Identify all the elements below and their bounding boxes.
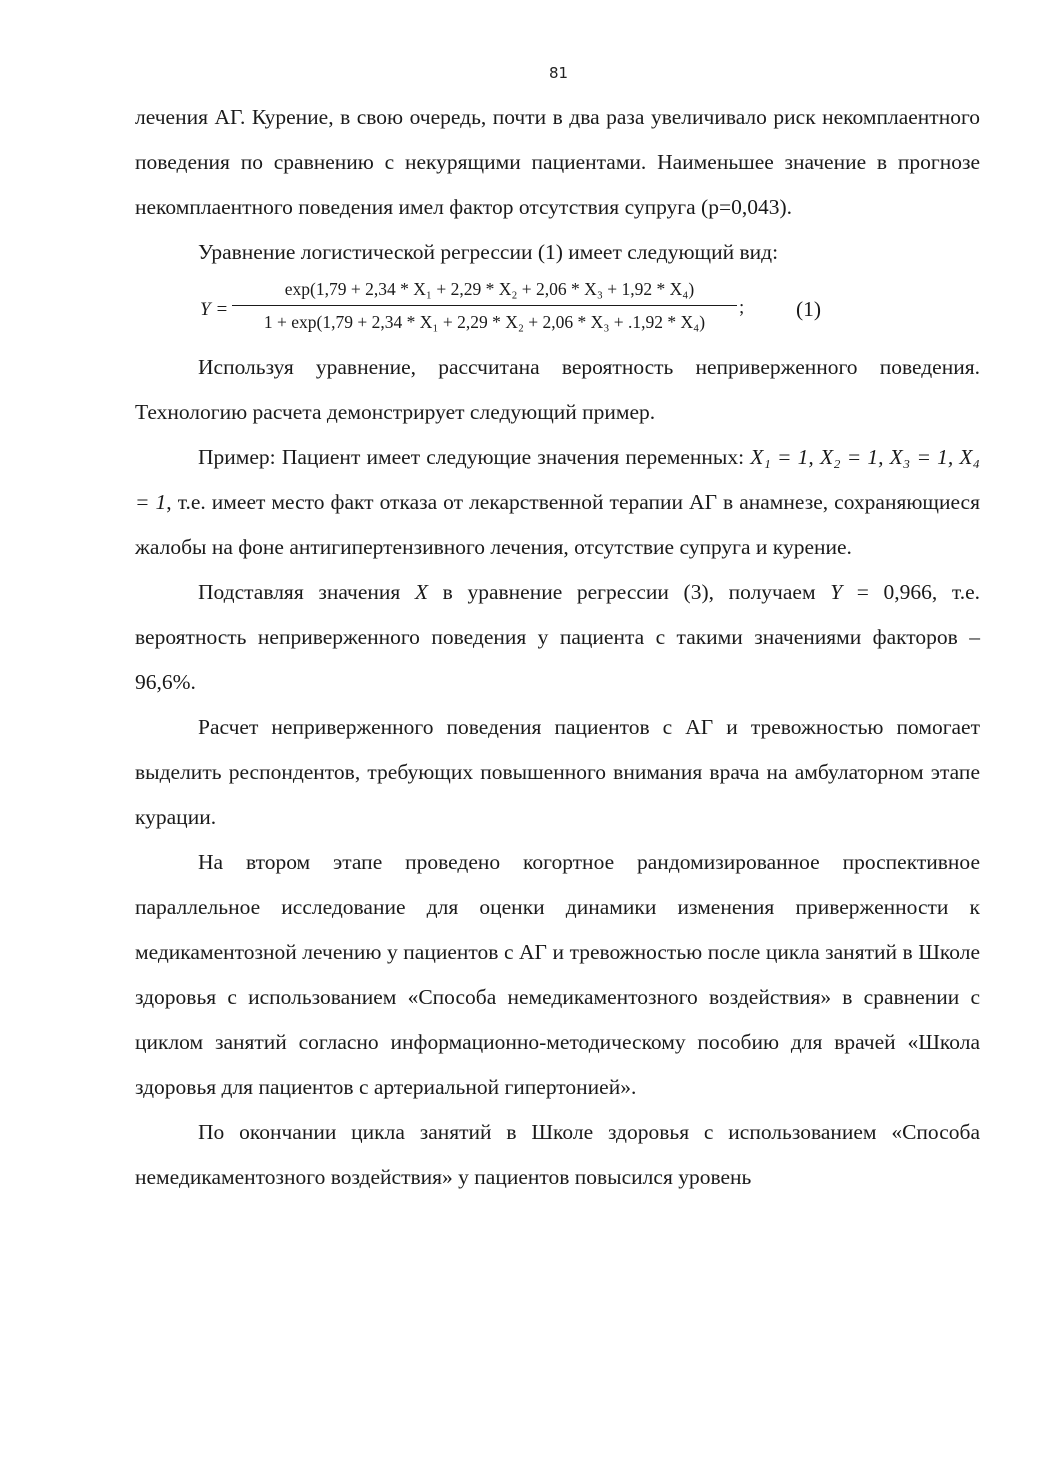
paragraph-smoking-risk: лечения АГ. Курение, в свою очередь, почти в два раза увеличивало риск некомплаентного поведения по сравнению с некурящими пациентами. Наименьшее значение в прогнозе некомплаентного поведения имел фактор отсутствия супруга (р=0,043).: [135, 105, 980, 219]
document-body: [135, 95, 980, 1200]
paragraph-probability: Используя уравнение, рассчитана вероятность неприверженного поведения. Технологию расчета демонстрирует следующий пример.: [135, 355, 980, 424]
regression-formula: [135, 275, 980, 345]
formula-terminator: ;: [739, 297, 745, 318]
variable-x: X: [414, 580, 429, 604]
paragraph-results: По окончании цикла занятий в Школе здоровья с использованием «Способа немедикаментозного воздействия» у пациентов повысился уровень: [135, 1120, 980, 1189]
variable-y: Y: [830, 580, 843, 604]
substitution-text-c: = 0,966, т.е. вероятность неприверженного поведения у пациента с такими значениями факторов – 96,6%.: [135, 580, 980, 694]
example-text-end: , т.е. имеет место факт отказа от лекарственной терапии АГ в анамнезе, сохраняющиеся жалобы на фоне антигипертензивного лечения, отсутствие супруга и курение.: [135, 490, 980, 559]
substitution-text-a: Подставляя значения: [198, 580, 415, 604]
paragraph-regression-intro: Уравнение логистической регрессии (1) имеет следующий вид:: [198, 240, 779, 264]
formula-denominator: 1 + exp(1,79 + 2,34 * X₁ + 2,29 * X₂ + 2,06 * X₃ + .1,92 * X₄): [263, 312, 706, 332]
paragraph-calculation: Расчет неприверженного поведения пациентов с АГ и тревожностью помогает выделить респондентов, требующих повышенного внимания врача на амбулаторном этапе курации.: [135, 715, 980, 829]
equation-number: (1): [796, 297, 822, 321]
paragraph-second-stage: На втором этапе проведено когортное рандомизированное проспективное параллельное исследование для оценки динамики изменения приверженности к медикаментозной лечению у пациентов с АГ и тревожностью после цикла занятий в Школе здоровья с использованием «Способа немедикаментозного воздействия» в сравнении с циклом занятий согласно информационно-методическому пособию для врачей «Школа здоровья для пациентов с артериальной гипертонией».: [135, 850, 980, 1099]
example-text-start: Пример: Пациент имеет следующие значения переменных:: [198, 445, 751, 469]
fraction-bar: [232, 305, 737, 306]
substitution-text-b: в уравнение регрессии (3), получаем: [428, 580, 831, 604]
paragraph-example: [135, 435, 980, 570]
formula-lhs: Y =: [200, 299, 229, 320]
page-number: 81: [548, 64, 569, 82]
paragraph-substitution: [135, 570, 980, 705]
example-variables: X₁ = 1, X₂ = 1, X₃ = 1, X₄ = 1: [135, 445, 980, 514]
formula-numerator: exp(1,79 + 2,34 * X₁ + 2,29 * X₂ + 2,06 * X₃ + 1,92 * X₄): [284, 279, 695, 299]
formula-fraction: [232, 275, 737, 336]
